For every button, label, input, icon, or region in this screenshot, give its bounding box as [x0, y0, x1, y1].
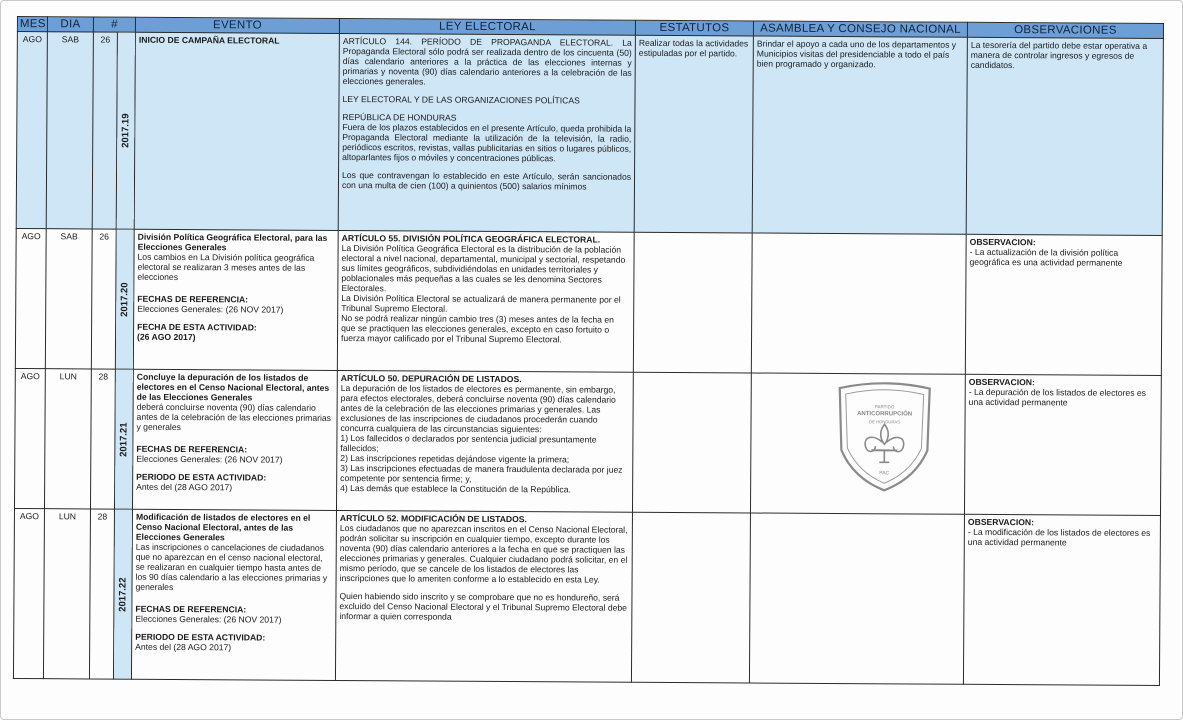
ley-title: ARTÍCULO 55. DIVISIÓN POLÍTICA GEOGRÁFICA ELECTORAL.: [341, 232, 601, 245]
fechas-label: FECHAS DE REFERENCIA:: [136, 443, 248, 455]
header-estatutos: ESTATUTOS: [635, 20, 753, 36]
cell-observaciones: [964, 374, 1161, 515]
evento-body: Los cambios en La División política geográfica electoral se realizaran 3 meses antes de las elecciones: [137, 251, 315, 282]
ley-body: Quien habiendo sido inscrito y se comprobare que no es hondureño, será excluido del Censo Nacional Electoral y el Tribunal Supremo Electoral debe informar a quien corresponda: [339, 590, 628, 622]
ley-body: La depuración de los listados de electores es permanente, sin embargo, para efectos electorales, deberá concluirse noventa (90) días calendario antes de la celebración de las elecciones primarias y generales. Las exclusiones de las inscripciones de ciudadanos procederán cuando concurra cualquiera de las circunstancias siguientes:: [340, 382, 616, 435]
cell-dia: SAB: [46, 32, 93, 229]
ley-heading: LEY ELECTORAL Y DE LAS ORGANIZACIONES POLÍTICAS: [342, 93, 580, 106]
cell-num: 28: [89, 509, 114, 679]
evento-body: Las inscripciones o cancelaciones de ciudadanos que no aparezcan en el censo nacional electoral, se realizaran en cualquier tiempo hasta antes de los 90 días calendario a las elecciones primarias y generales: [135, 541, 328, 592]
cell-estatutos: [631, 512, 750, 683]
electoral-calendar-table: [13, 16, 1164, 686]
ley-item: 4) Las demás que establece la Constitución de la República.: [340, 482, 571, 495]
cell-evento: [131, 509, 336, 680]
cell-estatutos: [632, 372, 751, 513]
cell-mes: AGO: [16, 32, 47, 229]
cell-ley: [337, 230, 634, 372]
obs-title: OBSERVACION:: [968, 376, 1035, 388]
cell-ley: [335, 510, 632, 682]
ley-title: ARTÍCULO 50. DEPURACIÓN DE LISTADOS.: [340, 372, 522, 385]
ley-item: 1) Los fallecidos o declarados por sentencia judicial presuntamente fallecidos;: [340, 432, 597, 454]
cell-evento: [134, 32, 339, 230]
table-row: [14, 368, 1161, 515]
evento-body: deberá concluirse noventa (90) días calendario antes de la celebración de las elecciones primarias y generales: [136, 401, 332, 433]
obs-title: OBSERVACION:: [969, 236, 1036, 248]
evento-title: Modificación de listados de electores en el Censo Nacional Electoral, antes de las Elecciones Generales: [135, 511, 311, 543]
cell-observaciones: La tesorería del partido debe estar operativa a manera de controlar ingresos y egresos de candidatos.: [966, 37, 1163, 235]
cell-code: [115, 229, 134, 369]
header-mes: MES: [17, 17, 47, 32]
ley-heading: REPÚBLICA DE HONDURAS: [342, 111, 457, 123]
activity-code: 2017.20: [118, 281, 130, 317]
ley-title: ARTÍCULO 52. MODIFICACIÓN DE LISTADOS.: [339, 512, 527, 525]
header-asamblea: ASAMBLEA Y CONSEJO NACIONAL: [753, 21, 967, 37]
obs-body: - La actualización de la división política geográfica es una actividad permanente: [969, 246, 1123, 268]
fechas-label: FECHAS DE REFERENCIA:: [135, 603, 247, 615]
cell-estatutos: Realizar todas la actividades estipuladas por el partido.: [634, 35, 753, 233]
header-evento: EVENTO: [135, 17, 339, 33]
cell-mes: AGO: [13, 508, 44, 678]
cell-dia: LUN: [43, 509, 90, 679]
cell-mes: AGO: [14, 368, 45, 508]
seal-text: PARTIDO: [874, 404, 895, 410]
fechas-value: Elecciones Generales: (26 NOV 2017): [136, 453, 283, 465]
cell-num: 28: [90, 369, 115, 509]
ley-paragraph: ARTÍCULO 144. PERÍODO DE PROPAGANDA ELECTORAL. La Propaganda Electoral sólo podrá ser realizada dentro de los cincuenta (50) días calendario anteriores a la práctica de las elecciones internas y primarias y noventa (90) días calendario anteriores a la celebración de las elecciones generales.: [342, 35, 632, 87]
cell-evento: [133, 369, 338, 510]
cell-ley: [338, 33, 635, 232]
seal-text: ANTICORRUPCIÓN: [857, 411, 913, 418]
cell-dia: LUN: [44, 369, 91, 509]
ley-item: 2) Las inscripciones repetidas dejándose vigente la primera;: [340, 452, 570, 465]
cell-code: [114, 369, 133, 509]
fechas-label: FECHAS DE REFERENCIA:: [137, 293, 249, 305]
obs-body: - La depuración de los listados de electores es una actividad permanente: [968, 386, 1146, 408]
cell-evento: [133, 229, 338, 370]
actividad-label: FECHA DE ESTA ACTIVIDAD:: [137, 321, 257, 333]
activity-code: 2017.22: [116, 576, 129, 612]
header-dia: DIA: [47, 17, 93, 32]
evento-title: División Política Geográfica Electoral, para las Elecciones Generales: [137, 231, 328, 253]
obs-title: OBSERVACION:: [967, 516, 1035, 528]
seal-text: DE HONDURAS: [869, 419, 901, 425]
cell-estatutos: [633, 232, 752, 373]
ley-item: 3) Las inscripciones efectuadas de manera fraudulenta declarada por juez competente por sentencia firme; y,: [340, 462, 623, 484]
activity-code: 2017.19: [119, 113, 131, 148]
cell-observaciones: [963, 514, 1160, 685]
fechas-value: Elecciones Generales: (26 NOV 2017): [135, 613, 282, 625]
cell-code: [113, 509, 132, 679]
cell-dia: SAB: [45, 229, 92, 369]
header-ley: LEY ELECTORAL: [339, 18, 635, 35]
ley-body: No se podrá realizar ningún cambio tres (3) meses antes de la fecha en que se practiquen las elecciones generales, excepto en caso fortuito o fuerza mayor calificado por el Tribunal Supremo Electoral.: [341, 312, 614, 345]
cell-ley: [337, 370, 634, 512]
ley-body: La División Política Electoral se actualizará de manera permanente por el Tribunal Supremo Electoral.: [341, 292, 621, 314]
cell-asamblea: [749, 513, 964, 684]
table-row: [16, 32, 1163, 236]
cell-asamblea: Brindar el apoyo a cada uno de los departamentos y Municipios visitas del presidenciable a todo el país bien programado y organizado.: [752, 36, 967, 234]
cell-num: 26: [92, 32, 117, 229]
cell-code: [116, 32, 135, 229]
obs-body: - La modificación de los listados de electores es una actividad permanente: [967, 526, 1151, 548]
cell-asamblea: [751, 233, 966, 374]
fechas-value: Elecciones Generales: (26 NOV 2017): [137, 303, 284, 315]
ley-paragraph: Los que contravengan lo establecido en este Artículo, serán sancionados con una multa de cien (100) a quinientos (500) salarios mínimos: [341, 169, 632, 192]
table-row: [15, 228, 1162, 375]
actividad-value: (26 AGO 2017): [137, 331, 196, 343]
evento-title: Concluye la depuración de los listados de electores en el Censo Nacional Electoral, antes de las Elecciones Generales: [136, 371, 330, 403]
actividad-label: PERIODO DE ESTA ACTIVIDAD:: [135, 631, 266, 643]
evento-title: INICIO DE CAMPAÑA ELECTORAL: [138, 34, 280, 46]
ley-body: La División Política Geográfica Electoral es la distribución de la población electoral a nivel nacional, departamental, municipal y sectorial, respetando sus límites geográficos, subdividiéndolas en unidades territoriales y poblacionales más pequeñas a las cuales se les denomina Sectores Electorales.: [341, 242, 626, 294]
actividad-value: Antes del (28 AGO 2017): [136, 481, 233, 493]
actividad-value: Antes del (28 AGO 2017): [135, 641, 232, 653]
actividad-label: PERIODO DE ESTA ACTIVIDAD:: [136, 471, 267, 483]
party-seal: [835, 380, 934, 493]
seal-text: PAC: [879, 470, 890, 477]
cell-mes: AGO: [15, 228, 46, 368]
table-row: [13, 508, 1160, 685]
cell-num: 26: [91, 229, 116, 369]
header-observaciones: OBSERVACIONES: [967, 22, 1163, 38]
ley-body: Los ciudadanos que no aparezcan inscritos en el Censo Nacional Electoral, podrán solicitar su inscripción en cualquier tiempo, excepto durante los noventa (90) días calendario anteriores a la fecha en que se practiquen las elecciones primarias y generales. Cualquier ciudadano podrá solicitar, en el mismo período, que se cancele de los listados de electores las inscripciones que lo ameriten conforme a lo establecido en esta Ley.: [339, 522, 628, 585]
cell-asamblea: [750, 373, 965, 514]
activity-code: 2017.21: [117, 421, 130, 457]
cell-observaciones: [965, 234, 1162, 375]
ley-paragraph: Fuera de los plazos establecidos en el presente Artículo, queda prohibida la Propaganda Electoral mediante la utilización de la televisión, la radio, periódicos escritos, revistas, vallas publicitarias en sitios o lugares públicos, altoparlantes fijos o móviles y concentraciones públicas.: [342, 121, 632, 164]
header-num: #: [93, 17, 135, 32]
